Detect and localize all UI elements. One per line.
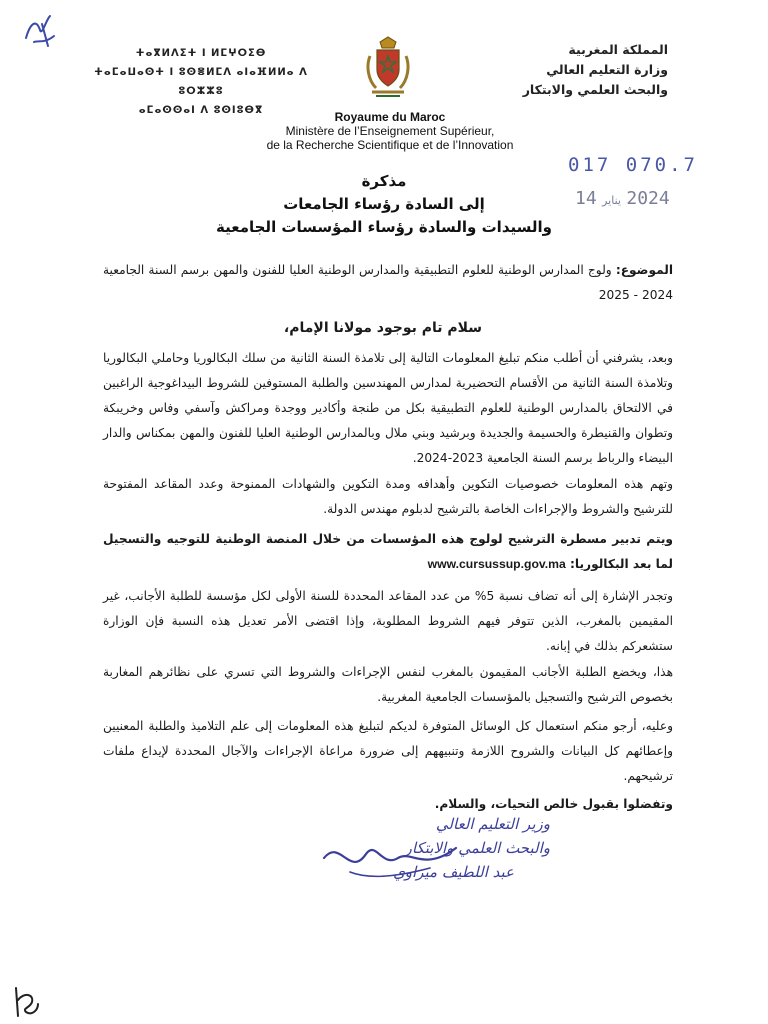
- platform-url: www.cursussup.gov.ma: [427, 557, 566, 571]
- handwritten-signature-icon: [320, 828, 460, 888]
- stamp-year: 2024: [626, 188, 670, 209]
- paragraph: هذا، ويخضع الطلبة الأجانب المقيمون بالمغرب لنفس الإجراءات والشروط التي تسري على نظائرهم المغاربة بخصوص الترشيح والتسجيل بالمؤسسات الجامعية المغربية.: [103, 665, 673, 704]
- memo-label: مذكرة: [361, 172, 407, 190]
- header-arabic-line: وزارة التعليم العالي: [546, 62, 668, 77]
- header-french-title: Royaume du Maroc: [334, 110, 446, 124]
- header-arabic: [468, 40, 668, 100]
- paragraph-platform-text: ويتم تدبير مسطرة الترشيح لولوج هذه المؤسسات من خلال المنصة الوطنية للتوجيه والتسجيل لما بعد البكالوريا:: [103, 532, 673, 571]
- greeting: سلام تام بوجود مولانا الإمام،: [283, 320, 483, 336]
- header-french: [240, 110, 540, 152]
- paragraph: وتهم هذه المعلومات خصوصيات التكوين وأهدافه ومدة التكوين والشهادات الممنوحة وعدد المقاعد المفتوحة للترشيح والشروط والإجراءات الخاصة بالترشيح لدبلوم مهندس الدولة.: [103, 477, 673, 516]
- stamp-reference-number: 017 070.7: [568, 154, 698, 176]
- paragraph: وتجدر الإشارة إلى أنه تضاف نسبة 5% من عدد المقاعد المحددة للسنة الأولى لكل مؤسسة للطلبة الأجانب، غير المقيمين بالمغرب، الذين تتوفر فيهم الشروط المطلوبة، وإذا اقتضى الأمر تعديل هذه النسبة فإن الوزارة ستشعركم بذلك في إبانه.: [103, 589, 674, 653]
- header-french-line: de la Recherche Scientifique et de l’Innovation: [266, 138, 514, 152]
- stamp-day: 14: [575, 188, 597, 209]
- stamp-date: [575, 188, 695, 209]
- subject-text: ولوج المدارس الوطنية للعلوم التطبيقية والمدارس الوطنية العليا للفنون والمهن برسم السنة الجامعية 2024 - 2025: [103, 263, 673, 302]
- paragraph: وبعد، يشرفني أن أطلب منكم تبليغ المعلومات التالية إلى تلامذة السنة الثانية من سلك البكالوريا وحاملي البكالوريا وتلامذة السنة الثانية من الأقسام التحضيرية لمدارس المهندسين والطلبة المستوفين للشروط البيداغوجية الراغبين في الالتحاق بالمدارس الوطنية للعلوم التطبيقية بكل من طنجة وأكادير ووجدة ومراكش وآسفي وفاس وخريبكة وتطوان والقنيطرة والحسيمة والجديدة وبرشيد وبني ملال وبالمدارس الوطنية العليا للفنون والمهن بمكناس والدار البيضاء والرباط برسم السنة الجامعية 2023-2024.: [103, 351, 673, 465]
- header-tifinagh: [76, 44, 326, 120]
- header-arabic-line: والبحث العلمي والابتكار: [522, 82, 668, 97]
- paragraph: وعليه، أرجو منكم استعمال كل الوسائل المتوفرة لديكم لتبليغ هذه المعلومات إلى علم التلاميذ والطلبة المعنيين وإعطائهم كل البيانات والشروح اللازمة وتنبيههم إلى ضرورة مراعاة الإجراءات والآجال المحددة لإيداع ملفات ترشيحهم.: [103, 719, 673, 783]
- signature-name: عبد اللطيف ميراوي: [393, 863, 514, 881]
- handwritten-page-mark: [8, 982, 44, 1020]
- handwritten-initial-mark: [20, 10, 60, 52]
- memo-recipient-line: إلى السادة رؤساء الجامعات: [283, 195, 485, 213]
- signature-block: [300, 812, 550, 912]
- header-tifinagh-line: ⵜⴰⵎⴰⵡⴰⵙⵜ ⵏ ⵓⵙⴻⵍⵎⴷ ⴰⵏⴰⴼⵍⵍⴰ ⴷ ⵓⵔⵣⵣⵓ: [94, 67, 308, 97]
- paragraph-platform: [103, 527, 673, 577]
- header-arabic-line: المملكة المغربية: [568, 42, 668, 57]
- royal-coat-of-arms-icon: [362, 36, 414, 100]
- header-tifinagh-line: ⵜⴰⴳⵍⴷⵉⵜ ⵏ ⵍⵎⵖⵔⵉⴱ: [135, 48, 267, 59]
- memo-recipient-line: والسيدات والسادة رؤساء المؤسسات الجامعية: [216, 218, 552, 236]
- stamp-month: يناير: [602, 194, 621, 207]
- subject-label: الموضوع:: [615, 263, 674, 277]
- header-french-line: Ministère de l’Enseignement Supérieur,: [285, 124, 495, 138]
- memo-title-block: [200, 170, 568, 239]
- subject-line: [103, 258, 673, 308]
- closing-salutation: وتفضلوا بقبول خالص التحيات، والسلام.: [434, 797, 673, 811]
- signature-title-line: وزير التعليم العالي: [435, 815, 550, 833]
- header-tifinagh-line: ⴰⵎⴰⵙⵙⴰⵏ ⴷ ⵓⵙⵏⵓⴱⴳ: [138, 105, 264, 116]
- signature-title-line: والبحث العلمي والابتكار: [404, 839, 550, 857]
